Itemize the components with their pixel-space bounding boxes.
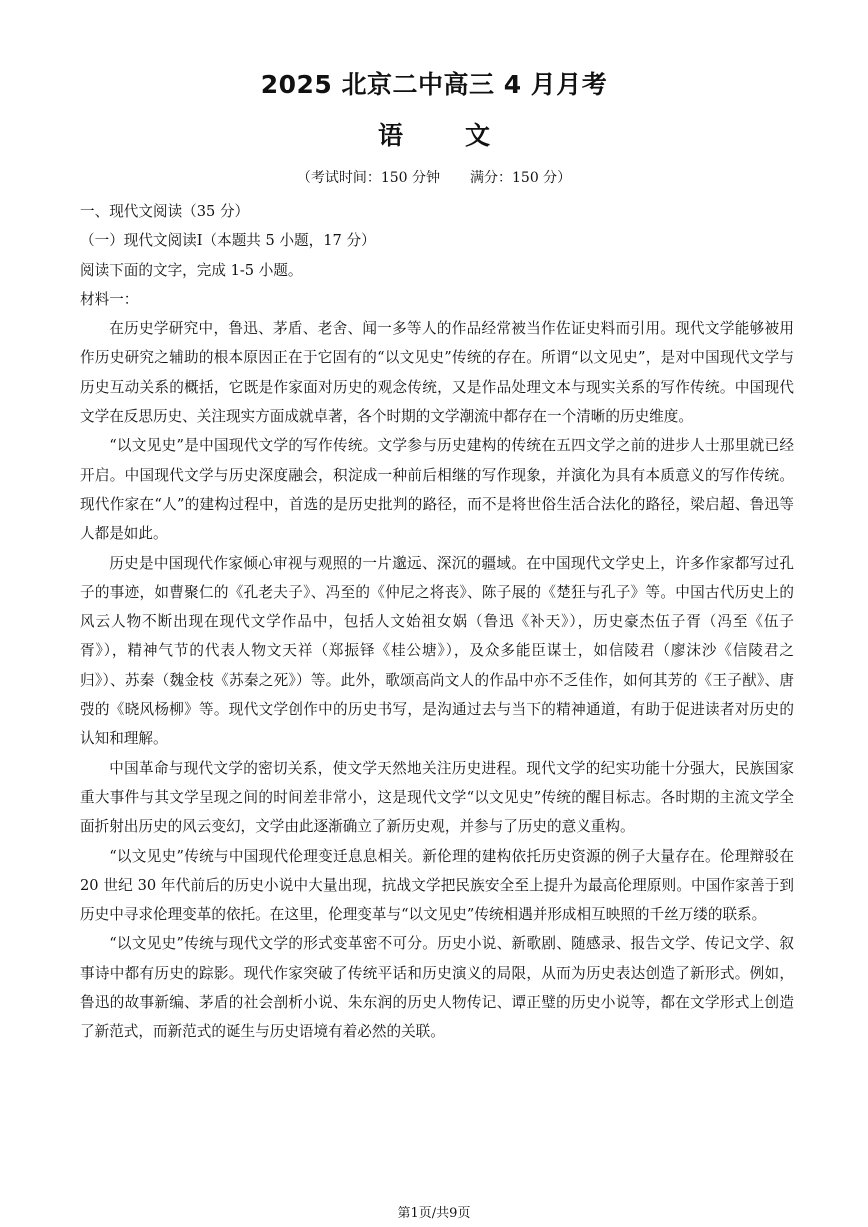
paragraph-1: 在历史学研究中，鲁迅、茅盾、老舍、闻一多等人的作品经常被当作佐证史料而引用。现代文学能够被用作历史研究之辅助的根本原因正在于它固有的“以文见史”传统的存在。所谓“以文见史”，是对中国现代文学与历史互动关系的概括，它既是作家面对历史的观念传统，又是作品处理文本与现实关系的写作传统。中国现代文学在反思历史、关注现实方面成就卓著，各个时期的文学潮流中都存在一个清晰的历史维度。 <box>80 320 794 426</box>
exam-content <box>80 197 794 1047</box>
paragraph-2: “以文见史”是中国现代文学的写作传统。文学参与历史建构的传统在五四文学之前的进步人士那里就已经开启。中国现代文学与历史深度融会，积淀成一种前后相继的写作现象，并演化为具有本质意义的写作传统。现代作家在“人”的建构过程中，首选的是历史批判的路径，而不是将世俗生活合法化的路径，梁启超、鲁迅等人都是如此。 <box>80 437 794 543</box>
exam-info <box>0 168 868 188</box>
subject-title: 语文 <box>377 121 552 150</box>
paragraph-6: “以文见史”传统与现代文学的形式变革密不可分。历史小说、新歌剧、随感录、报告文学、传记文学、叙事诗中都有历史的踪影。现代作家突破了传统平话和历史演义的局限，从而为历史表达创造了新形式。例如，鲁迅的故事新编、茅盾的社会剖析小说、朱东润的历史人物传记、谭正璧的历史小说等，都在文学形式上创造了新范式，而新范式的诞生与历史语境有着必然的关联。 <box>80 935 794 1041</box>
page-number: 第1页/共9页 <box>397 1206 471 1221</box>
paragraph-4: 中国革命与现代文学的密切关系，使文学天然地关注历史进程。现代文学的纪实功能十分强大，民族国家重大事件与其文学呈现之间的时间差非常小，这是现代文学“以文见史”传统的醒目标志。各时期的主流文学全面折射出历史的风云变幻，文学由此逐渐确立了新历史观，并参与了历史的意义重构。 <box>80 759 794 836</box>
exam-title: 2025 北京二中高三 4 月月考 <box>260 70 608 99</box>
exam-score: 满分：150 分） <box>470 170 572 186</box>
material-label: 材料一： <box>80 290 139 308</box>
exam-time: （考试时间：150 分钟 <box>296 170 440 186</box>
subsection-heading: （一）现代文阅读Ⅰ（本题共 5 小题，17 分） <box>80 232 376 250</box>
section-heading: 一、现代文阅读（35 分） <box>80 203 250 220</box>
paragraph-3: 历史是中国现代作家倾心审视与观照的一片邈远、深沉的疆域。在中国现代文学史上，许多作家都写过孔子的事迹，如曹聚仁的《孔老夫子》、冯至的《仲尼之将丧》、陈子展的《楚狂与孔子》等。中国古代历史上的风云人物不断出现在现代文学作品中，包括人文始祖女娲（鲁迅《补天》），历史豪杰伍子胥（冯至《伍子胥》），精神气节的代表人物文天祥（郑振铎《桂公塘》），及众多能臣谋士，如信陵君（廖沫沙《信陵君之归》）、苏秦（魏金枝《苏秦之死》）等。此外，歌颂高尚文人的作品中亦不乏佳作，如何其芳的《王子猷》、唐弢的《晓风杨柳》等。现代文学创作中的历史书写，是沟通过去与当下的精神通道，有助于促进读者对历史的认知和理解。 <box>80 554 794 748</box>
reading-instruction: 阅读下面的文字，完成 1-5 小题。 <box>80 261 303 279</box>
paragraph-5: “以文见史”传统与中国现代伦理变迁息息相关。新伦理的建构依托历史资源的例子大量存在。伦理辩驳在 20 世纪 30 年代前后的历史小说中大量出现，抗战文学把民族安全至上提升为最高伦理原则。中国作家善于到历史中寻求伦理变革的依托。在这里，伦理变革与“以文见史”传统相遇并形成相互映照的千丝万缕的联系。 <box>80 847 794 924</box>
